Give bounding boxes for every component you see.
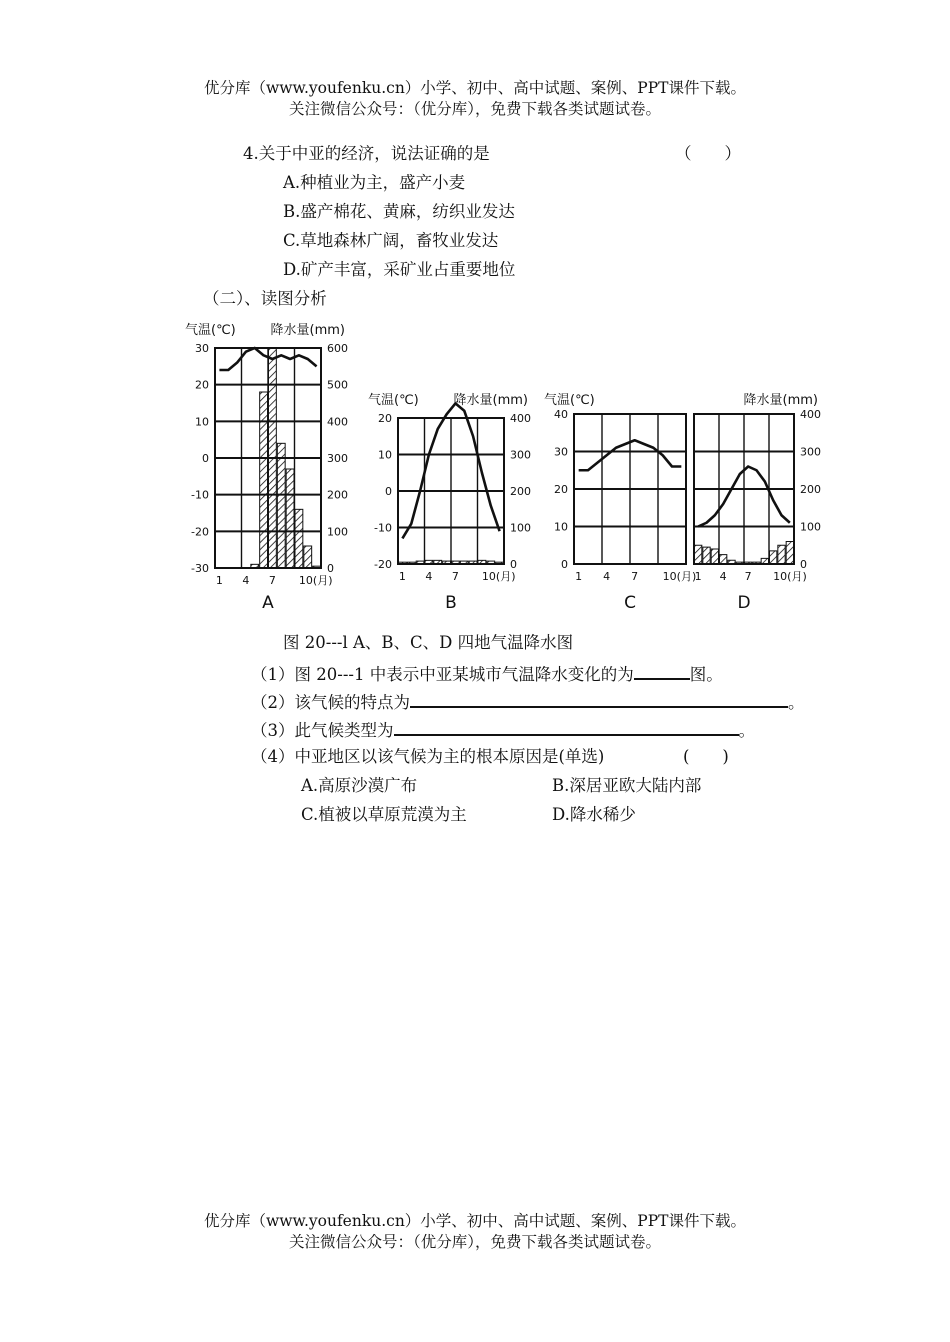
chart-b-temp-tick: 10 [378,448,392,462]
chart-d-precip-tick: 400 [800,408,821,421]
climate-charts-figure [180,318,840,618]
answer-blank-2[interactable] [410,689,788,708]
chart-d-precip-bar [728,560,735,564]
chart-b-temp-tick: 20 [378,412,392,425]
chart-b-precip-tick: 0 [510,558,517,571]
chart-c-temp-tick: 20 [554,483,568,496]
question-3 [251,717,755,742]
chart-b-precip-tick: 300 [510,448,531,462]
chart-d-precip-bar [770,551,777,564]
question-4-option-a: A.高原沙漠广布 [301,776,418,795]
chart-b-month-tick: 1 [398,570,406,583]
chart-a-precip-bar [286,469,294,568]
chart-a-month-tick: 1 [215,574,223,587]
chart-a-precip-axis-label: 降水量(mm) [270,323,345,338]
footer-line-1: 优分库（www.youfenku.cn）小学、初中、高中试题、案例、PPT课件下载。 [203,1212,747,1230]
question-1 [251,661,723,686]
q4-option-b: B.盛产棉花、黄麻，纺织业发达 [283,202,515,221]
question-2-text: （2）该气候的特点为 [251,693,410,712]
question-2-tail: 。 [788,693,805,712]
chart-c-temp-tick: 40 [554,408,568,421]
header-line-2: 关注微信公众号：（优分库），免费下载各类试题试卷。 [288,100,661,118]
chart-c-label: C [624,593,636,613]
chart-c-month-tick: 7 [631,570,639,583]
chart-b-precip-bar [469,561,477,564]
answer-blank-3[interactable] [394,717,739,736]
chart-d-precip-tick: 0 [800,558,807,571]
chart-d-precip-bar [736,562,743,564]
question-4-option-b: B.深居亚欧大陆内部 [552,776,702,795]
chart-d-precip-bar [745,562,752,564]
chart-a-precip-bar [313,566,321,568]
section-title: （二）、读图分析 [203,289,327,308]
chart-c-temp-tick: 10 [554,520,568,534]
chart-a-precip-tick: 100 [327,525,348,539]
chart-b-precip-bar [487,561,495,564]
question-4-option-c: C.植被以草原荒漠为主 [301,805,467,824]
chart-b-precip-tick: 200 [510,485,531,498]
chart-d-label: D [737,593,751,613]
chart-c-temp-tick: 30 [554,445,568,459]
chart-b-temp-tick: 0 [385,485,392,498]
question-2 [251,689,805,714]
question-4-option-d: D.降水稀少 [552,805,636,824]
chart-d-precip-bar [703,547,710,564]
chart-b-precip-tick: 100 [510,521,531,535]
chart-a-precip-tick: 400 [327,415,348,429]
chart-d-month-tick: 7 [744,570,752,583]
chart-b-month-tick: 4 [425,570,433,583]
chart-c-month-tick: 4 [603,570,611,583]
chart-a-temp-tick: 20 [195,378,209,392]
chart-b-precip-bar [399,562,407,564]
chart-b-precip-bar [496,562,504,564]
chart-d-precip-axis-label: 降水量(mm) [743,393,818,408]
footer-line-2: 关注微信公众号：（优分库），免费下载各类试题试卷。 [288,1233,661,1251]
chart-a-temp-tick: -20 [191,525,209,539]
chart-d-precip-bar [695,545,702,564]
chart-a-month-tick: 4 [242,574,250,587]
chart-a-precip-tick: 200 [327,488,348,502]
chart-b-precip-bar [460,561,468,564]
chart-d-precip-bar [711,549,718,564]
chart-d-precip-bar [720,555,727,564]
question-4-stem: （4）中亚地区以该气候为主的根本原因是(单选) [251,747,605,766]
chart-b-precip-bar [407,562,415,564]
chart-c-month-tick: 1 [575,570,583,583]
chart-d-precip-bar [761,558,768,564]
chart-d-precip-tick: 100 [800,520,821,534]
question-3-tail: 。 [738,721,755,740]
chart-c-temp-tick: 0 [561,558,568,571]
q4-answer-paren: （ ） [675,144,741,163]
q4-option-a: A.种植业为主，盛产小麦 [283,173,466,192]
chart-b-precip-axis-label: 降水量(mm) [453,393,528,408]
chart-a-month-tick: 10(月) [298,574,333,587]
chart-a-label: A [262,593,274,613]
chart-a-precip-tick: 600 [327,342,348,355]
chart-a-precip-tick: 300 [327,452,348,465]
chart-d-precip-bar [778,545,785,564]
chart-b-temp-axis-label: 气温(℃) [368,393,419,408]
chart-d-month-tick: 4 [719,570,727,583]
chart-a-temp-tick: -30 [191,562,209,575]
chart-b-precip-tick: 400 [510,412,531,425]
q4-stem: 4.关于中亚的经济，说法证确的是 [243,144,490,163]
chart-a-precip-tick: 0 [327,562,334,575]
question-4-paren: ( ) [683,747,729,766]
chart-d-precip-tick: 300 [800,445,821,459]
chart-a-precip-bar [251,564,259,568]
chart-b-temp-tick: -20 [374,558,392,571]
chart-a-precip-bar [260,392,268,568]
chart-a-temp-tick: 30 [195,342,209,355]
chart-a-precip-bar [295,509,303,568]
chart-a-precip-bar [277,443,285,568]
chart-b-precip-bar [425,560,433,564]
chart-a-precip-bar [269,348,277,568]
question-3-text: （3）此气候类型为 [251,721,394,740]
question-1-tail: 图。 [689,665,723,684]
header-line-1: 优分库（www.youfenku.cn）小学、初中、高中试题、案例、PPT课件下载。 [203,79,747,97]
chart-a-temp-tick: 0 [202,452,209,465]
q4-option-d: D.矿产丰富，采矿业占重要地位 [283,260,516,279]
chart-d-month-tick: 1 [694,570,702,583]
chart-a-temp-axis-label: 气温(℃) [185,323,236,338]
chart-d-precip-bar [753,562,760,564]
chart-b-precip-bar [434,560,442,564]
chart-b-label: B [445,593,457,613]
figure-caption: 图 20---l A、B、C、D 四地气温降水图 [283,633,574,652]
chart-d-precip-tick: 200 [800,483,821,496]
question-1-text: （1）图 20---1 中表示中亚某城市气温降水变化的为 [251,665,634,684]
chart-b-temp-tick: -10 [374,521,392,535]
answer-blank-1[interactable] [634,661,690,680]
chart-a-temp-tick: -10 [191,488,209,502]
chart-a-precip-bar [304,546,312,568]
chart-d-month-tick: 10(月) [773,570,807,583]
chart-c-month-tick: 10(月) [662,570,697,583]
chart-a-month-tick: 7 [268,574,276,587]
chart-c-temp-axis-label: 气温(℃) [544,393,595,408]
chart-b-precip-bar [443,561,451,564]
chart-b-precip-bar [416,561,424,564]
chart-b-precip-bar [478,560,486,564]
chart-b-month-tick: 7 [451,570,459,583]
chart-a-temp-tick: 10 [195,415,209,429]
chart-b-precip-bar [452,561,460,564]
q4-option-c: C.草地森林广阔，畜牧业发达 [283,231,499,250]
chart-b-month-tick: 10(月) [481,570,516,583]
chart-d-precip-bar [786,542,793,565]
chart-a-precip-tick: 500 [327,378,348,392]
